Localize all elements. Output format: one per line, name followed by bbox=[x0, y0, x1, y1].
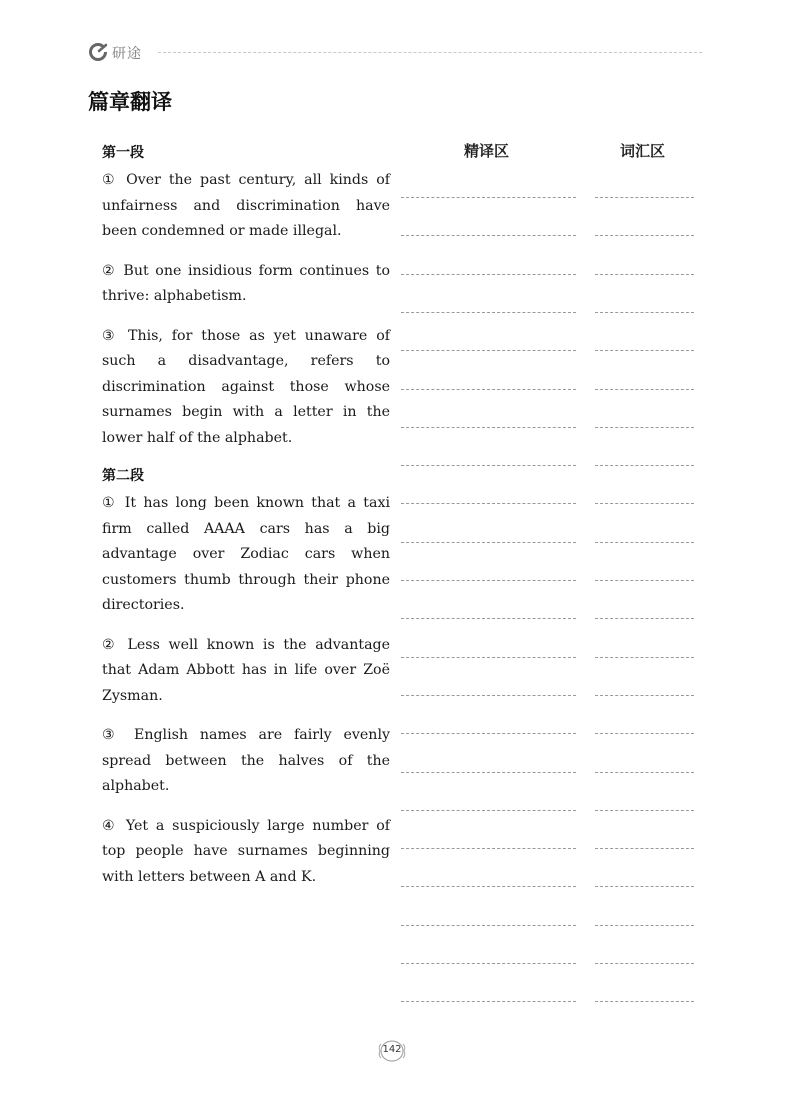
sentence: ① It has long been known that a taxi firm called AAAA cars has a big advantage over Zodiac cars when customers thumb through their phone directories. bbox=[102, 495, 390, 613]
sentence: ② But one insidious form continues to thrive: alphabetism. bbox=[102, 262, 390, 304]
vocabulary-line bbox=[595, 503, 694, 504]
source-text bbox=[102, 142, 390, 904]
translation-line bbox=[401, 810, 576, 811]
vocabulary-line bbox=[595, 465, 694, 466]
vocabulary-line bbox=[595, 963, 694, 964]
translation-line bbox=[401, 503, 576, 504]
sentence: ④ Yet a suspiciously large number of top people have surnames beginning with letters between A and K. bbox=[102, 817, 390, 885]
translation-line bbox=[401, 848, 576, 849]
translation-line bbox=[401, 427, 576, 428]
vocabulary-line bbox=[595, 848, 694, 849]
vocabulary-line bbox=[595, 1001, 694, 1002]
translation-line bbox=[401, 772, 576, 773]
translation-line bbox=[401, 465, 576, 466]
vocabulary-line bbox=[595, 197, 694, 198]
page-header bbox=[88, 42, 702, 64]
page-number: 142 bbox=[382, 1044, 402, 1055]
translation-line bbox=[401, 235, 576, 236]
sentence: ③ English names are fairly evenly spread between the halves of the alphabet. bbox=[102, 727, 390, 794]
translation-line bbox=[401, 389, 576, 390]
vocabulary-line bbox=[595, 350, 694, 351]
translation-line bbox=[401, 886, 576, 887]
vocabulary-line bbox=[595, 695, 694, 696]
logo-icon bbox=[88, 42, 108, 62]
sentence: ③ This, for those as yet unaware of such a disadvantage, refers to discrimination against those whose surnames begin with a letter in the lower half of the alphabet. bbox=[102, 327, 390, 446]
vocabulary-line bbox=[595, 235, 694, 236]
sentence: ② Less well known is the advantage that Adam Abbott has in life over Zoë Zysman. bbox=[102, 636, 390, 704]
paragraph-heading: 第二段 bbox=[102, 468, 144, 484]
vocabulary-line bbox=[595, 657, 694, 658]
logo-text: 研途 bbox=[112, 46, 142, 62]
translation-line bbox=[401, 695, 576, 696]
vocabulary-line bbox=[595, 772, 694, 773]
translation-line bbox=[401, 733, 576, 734]
paragraph-heading: 第一段 bbox=[102, 145, 144, 161]
vocabulary-line bbox=[595, 312, 694, 313]
translation-line bbox=[401, 312, 576, 313]
translation-line bbox=[401, 657, 576, 658]
vocabulary-line bbox=[595, 810, 694, 811]
vocabulary-line bbox=[595, 274, 694, 275]
vocabulary-line bbox=[595, 427, 694, 428]
sentence: ① Over the past century, all kinds of unfairness and discrimination have been condemned or made illegal. bbox=[102, 172, 390, 239]
translation-line bbox=[401, 1001, 576, 1002]
vocabulary-line bbox=[595, 886, 694, 887]
translation-line bbox=[401, 197, 576, 198]
translation-line bbox=[401, 542, 576, 543]
vocabulary-column-header: 词汇区 bbox=[620, 142, 666, 160]
translation-line bbox=[401, 274, 576, 275]
section-title: 篇章翻译 bbox=[88, 90, 172, 114]
vocabulary-line bbox=[595, 389, 694, 390]
translation-line bbox=[401, 350, 576, 351]
translation-line bbox=[401, 963, 576, 964]
translation-column-header: 精译区 bbox=[464, 142, 510, 160]
vocabulary-line bbox=[595, 925, 694, 926]
vocabulary-line bbox=[595, 733, 694, 734]
vocabulary-line bbox=[595, 618, 694, 619]
vocabulary-line bbox=[595, 580, 694, 581]
header-divider bbox=[158, 52, 702, 53]
vocabulary-line bbox=[595, 542, 694, 543]
translation-line bbox=[401, 580, 576, 581]
translation-line bbox=[401, 618, 576, 619]
translation-line bbox=[401, 925, 576, 926]
page-number-badge bbox=[377, 1038, 407, 1064]
